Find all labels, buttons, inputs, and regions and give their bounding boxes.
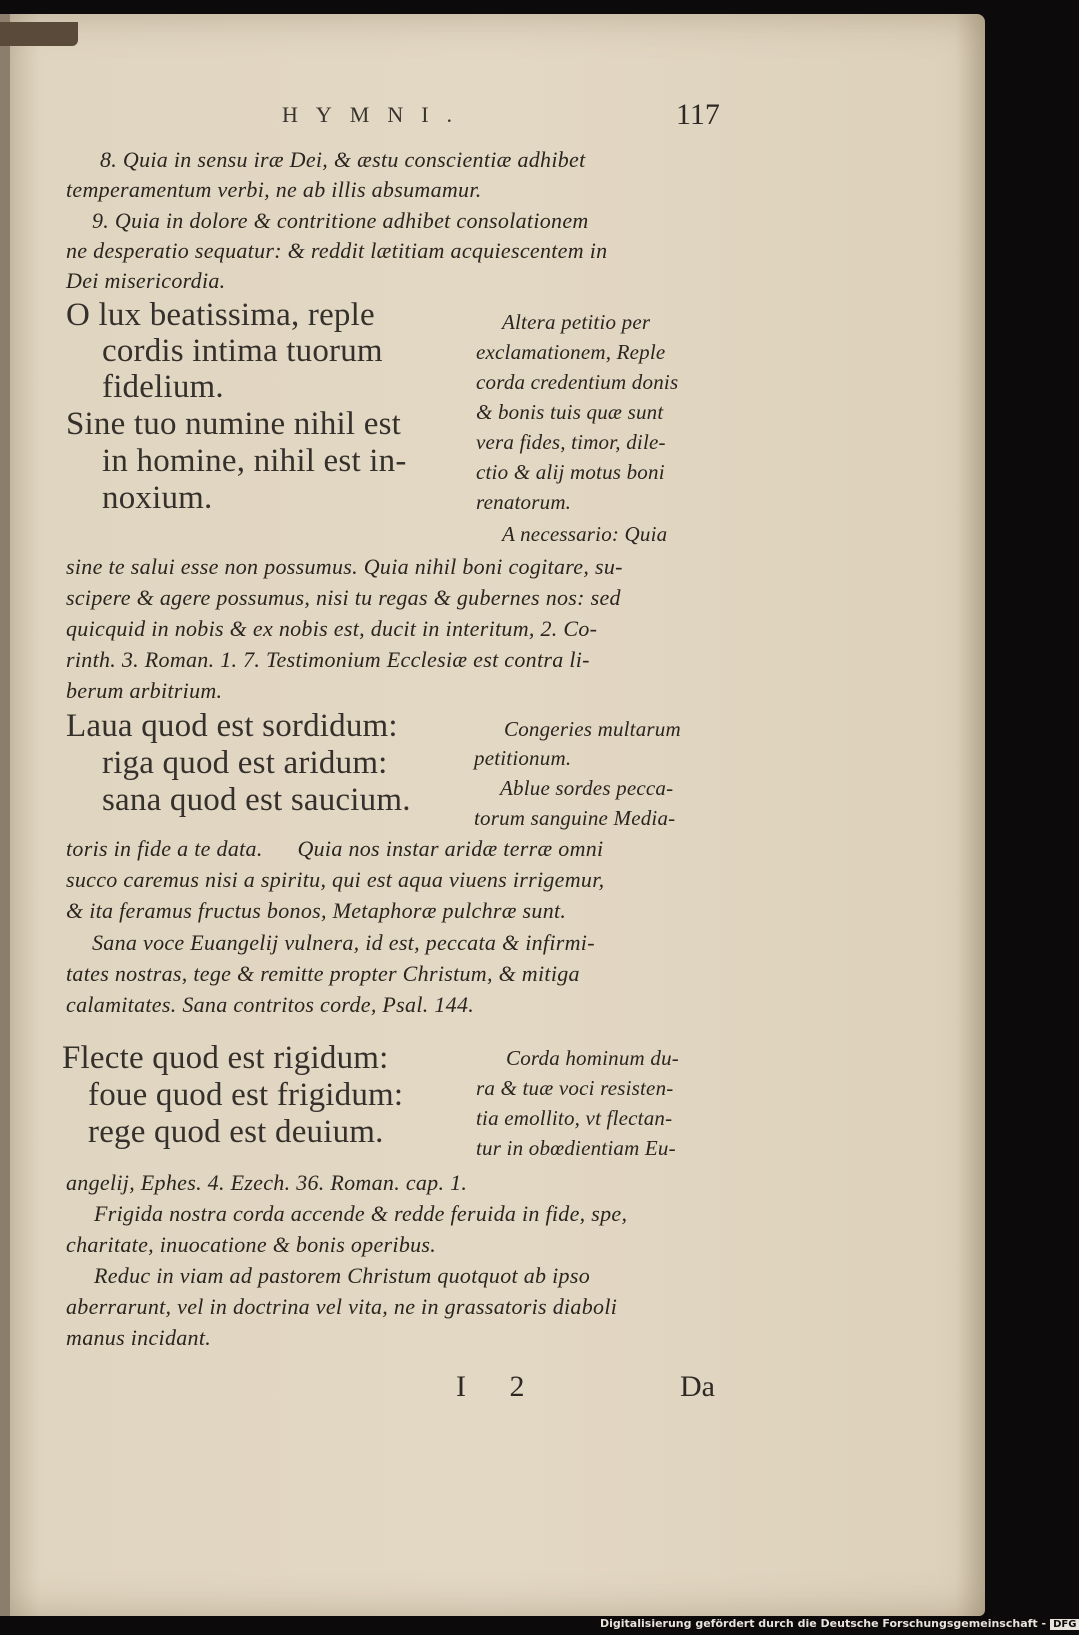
body-line: Dei misericordia. bbox=[66, 268, 226, 293]
dfg-logo-icon: DFG bbox=[1050, 1619, 1079, 1630]
hymn-line: noxium. bbox=[102, 480, 213, 516]
body-line: Sana voce Euangelij vulnera, id est, peccata & infirmi- bbox=[92, 930, 595, 955]
body-line: manus incidant. bbox=[66, 1325, 212, 1350]
hymn-line: fidelium. bbox=[102, 369, 224, 405]
body-line: succo caremus nisi a spiritu, qui est aqua viuens irrigemur, bbox=[66, 867, 605, 892]
page-spine-shadow bbox=[0, 14, 10, 1616]
commentary-line: torum sanguine Media- bbox=[474, 806, 676, 830]
hymn-line: Sine tuo numine nihil est bbox=[66, 406, 401, 442]
hymn-line: foue quod est frigidum: bbox=[88, 1077, 404, 1113]
commentary-line: A necessario: Quia bbox=[502, 522, 668, 546]
hymn-line: Laua quod est sordidum: bbox=[66, 708, 398, 744]
credit-text: Digitalisierung gefördert durch die Deutsche Forschungsgemeinschaft - bbox=[600, 1617, 1047, 1630]
body-line: & ita feramus fructus bonos, Metaphoræ pulchræ sunt. bbox=[66, 898, 567, 923]
commentary-line: tia emollito, vt flectan- bbox=[476, 1106, 673, 1130]
body-line: sine te salui esse non possumus. Quia nihil boni cogitare, su- bbox=[66, 554, 623, 579]
page-number: 117 bbox=[676, 98, 720, 131]
body-line: scipere & agere possumus, nisi tu regas & gubernes nos: sed bbox=[66, 585, 621, 610]
body-line: berum arbitrium. bbox=[66, 678, 223, 703]
body-line: toris in fide a te data. Quia nos instar aridæ terræ omni bbox=[66, 836, 604, 861]
commentary-line: ra & tuæ voci resisten- bbox=[476, 1076, 674, 1100]
signature-mark: I 2 bbox=[456, 1370, 543, 1403]
hymn-line: Flecte quod est rigidum: bbox=[62, 1040, 389, 1076]
commentary-line: renatorum. bbox=[476, 490, 572, 514]
body-line: aberrarunt, vel in doctrina vel vita, ne in grassatoris diaboli bbox=[66, 1294, 618, 1319]
hymn-line: cordis intima tuorum bbox=[102, 333, 383, 369]
body-line: Reduc in viam ad pastorem Christum quotquot ab ipso bbox=[94, 1263, 591, 1288]
body-line: 8. Quia in sensu iræ Dei, & æstu conscientiæ adhibet bbox=[100, 147, 586, 172]
body-line: angelij, Ephes. 4. Ezech. 36. Roman. cap. 1. bbox=[66, 1170, 468, 1195]
commentary-line: vera fides, timor, dile- bbox=[476, 430, 666, 454]
hymn-line: in homine, nihil est in- bbox=[102, 443, 407, 479]
catchword: Da bbox=[680, 1370, 715, 1403]
commentary-line: exclamationem, Reple bbox=[476, 340, 666, 364]
commentary-line: Congeries multarum bbox=[504, 717, 681, 741]
commentary-line: Ablue sordes pecca- bbox=[500, 776, 674, 800]
body-line: charitate, inuocatione & bonis operibus. bbox=[66, 1232, 437, 1257]
body-line: Frigida nostra corda accende & redde feruida in fide, spe, bbox=[94, 1201, 628, 1226]
commentary-line: Corda hominum du- bbox=[506, 1046, 679, 1070]
commentary-line: ctio & alij motus boni bbox=[476, 460, 665, 484]
commentary-line: corda credentium donis bbox=[476, 370, 679, 394]
hymn-line: sana quod est saucium. bbox=[102, 782, 411, 818]
commentary-line: Altera petitio per bbox=[502, 310, 651, 334]
hymn-line: riga quod est aridum: bbox=[102, 745, 388, 781]
body-line: rinth. 3. Roman. 1. 7. Testimonium Ecclesiæ est contra li- bbox=[66, 647, 590, 672]
body-line: 9. Quia in dolore & contritione adhibet consolationem bbox=[92, 208, 589, 233]
body-line: temperamentum verbi, ne ab illis absumamur. bbox=[66, 177, 482, 202]
book-page bbox=[0, 14, 985, 1616]
body-line: quicquid in nobis & ex nobis est, ducit in interitum, 2. Co- bbox=[66, 616, 598, 641]
hymn-line: O lux beatissima, reple bbox=[66, 297, 375, 333]
running-header: HYMNI. bbox=[282, 102, 471, 127]
hymn-line: rege quod est deuium. bbox=[88, 1114, 384, 1150]
commentary-line: petitionum. bbox=[474, 746, 572, 770]
binding-tab bbox=[0, 22, 78, 46]
commentary-line: & bonis tuis quæ sunt bbox=[476, 400, 664, 424]
body-line: calamitates. Sana contritos corde, Psal. 144. bbox=[66, 992, 475, 1017]
commentary-line: tur in obœdientiam Eu- bbox=[476, 1136, 676, 1160]
body-line: ne desperatio sequatur: & reddit lætitiam acquiescentem in bbox=[66, 238, 608, 263]
body-line: tates nostras, tege & remitte propter Christum, & mitiga bbox=[66, 961, 580, 986]
digitization-credit bbox=[600, 1617, 1079, 1630]
